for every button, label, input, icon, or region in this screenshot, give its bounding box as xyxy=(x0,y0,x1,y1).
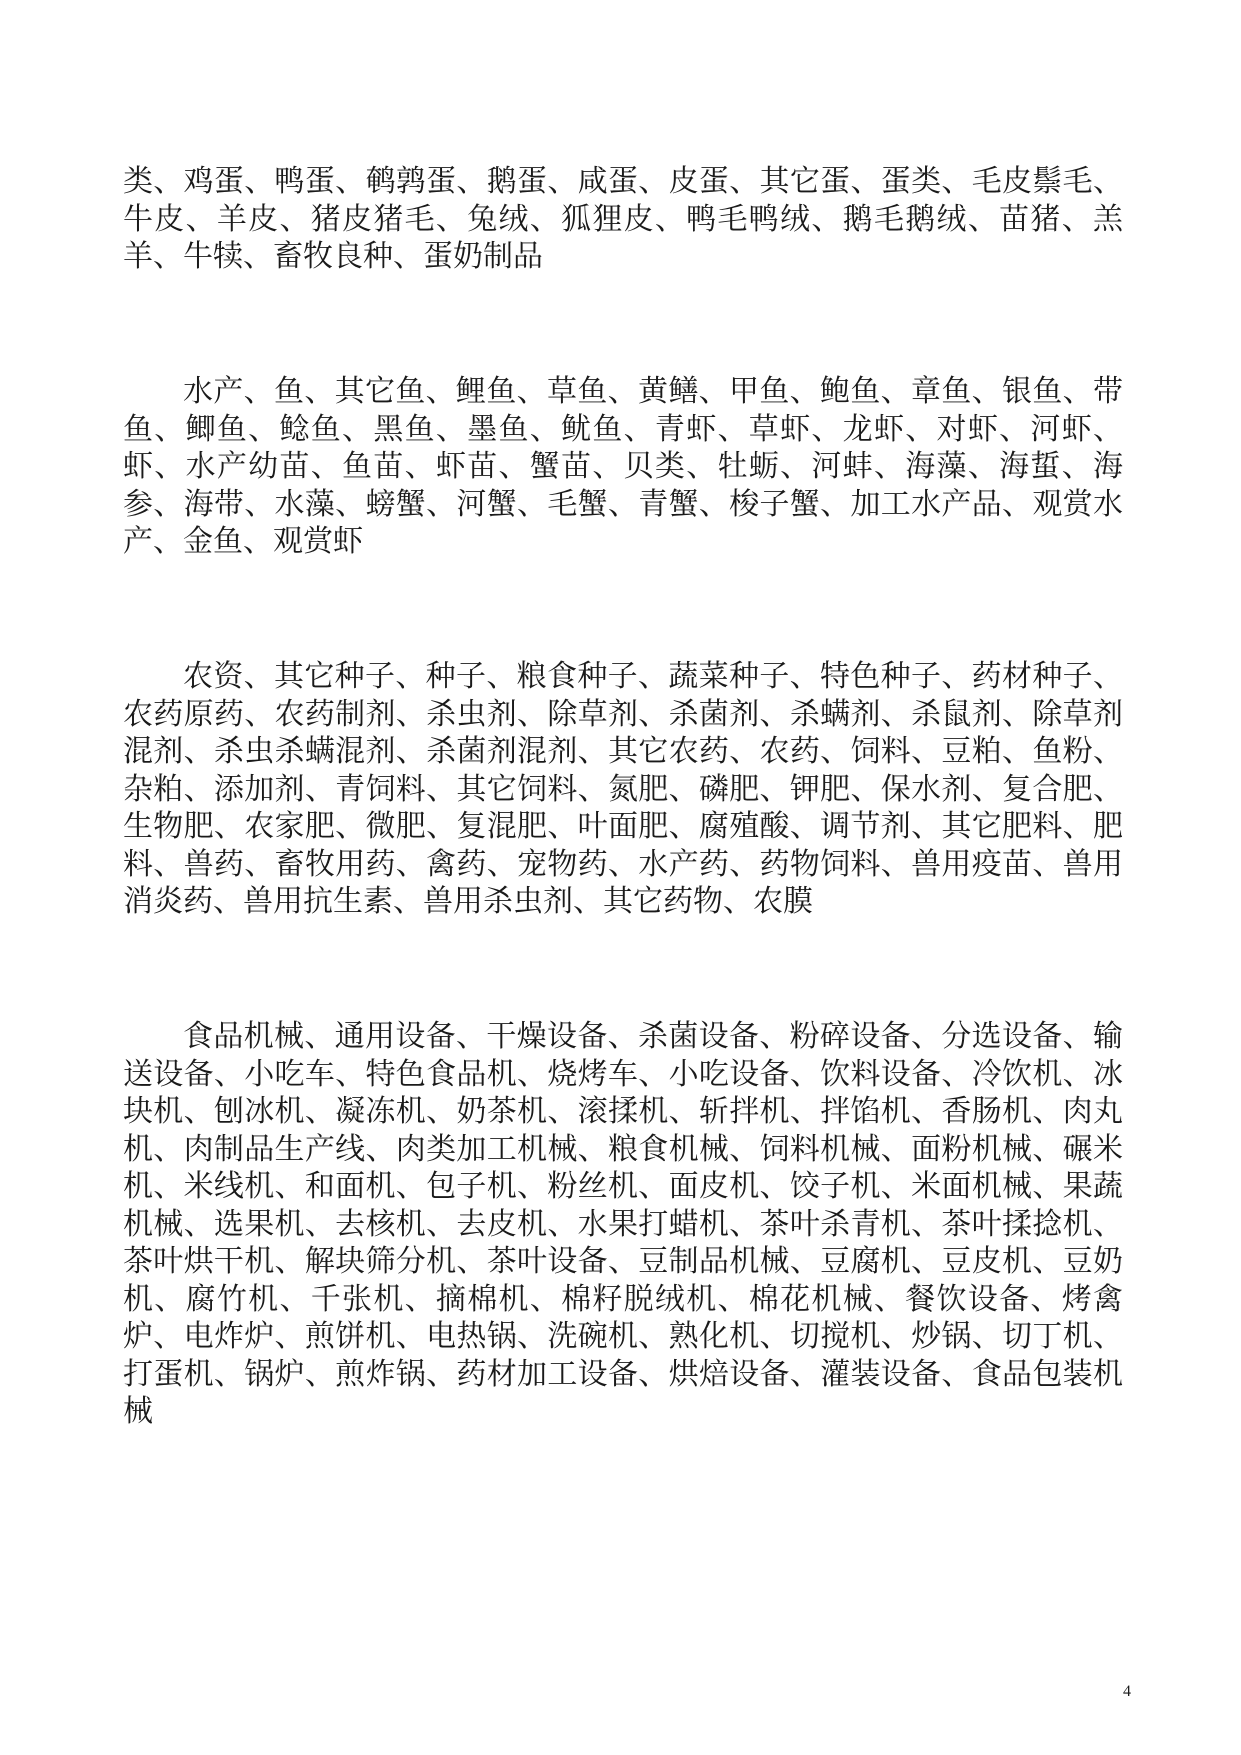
page-number: 4 xyxy=(1123,1683,1131,1700)
paragraph-aquatic-products: 水产、鱼、其它鱼、鲤鱼、草鱼、黄鳝、甲鱼、鲍鱼、章鱼、银鱼、带鱼、鲫鱼、鲶鱼、黑鱼、墨鱼、鱿鱼、青虾、草虾、龙虾、对虾、河虾、虾、水产幼苗、鱼苗、虾苗、蟹苗、贝类、牡蛎、河蚌、海藻、海蜇、海参、海带、水藻、螃蟹、河蟹、毛蟹、青蟹、梭子蟹、加工水产品、观赏水产、金鱼、观赏虾 xyxy=(123,374,1123,559)
paragraph-agricultural-supplies: 农资、其它种子、种子、粮食种子、蔬菜种子、特色种子、药材种子、农药原药、农药制剂、杀虫剂、除草剂、杀菌剂、杀螨剂、杀鼠剂、除草剂混剂、杀虫杀螨混剂、杀菌剂混剂、其它农药、农药、饲料、豆粕、鱼粉、杂粕、添加剂、青饲料、其它饲料、氮肥、磷肥、钾肥、保水剂、复合肥、生物肥、农家肥、微肥、复混肥、叶面肥、腐殖酸、调节剂、其它肥料、肥料、兽药、畜牧用药、禽药、宠物药、水产药、药物饲料、兽用疫苗、兽用消炎药、兽用抗生素、兽用杀虫剂、其它药物、农膜 xyxy=(123,659,1123,919)
paragraph-food-machinery: 食品机械、通用设备、干燥设备、杀菌设备、粉碎设备、分选设备、输送设备、小吃车、特色食品机、烧烤车、小吃设备、饮料设备、冷饮机、冰块机、刨冰机、凝冻机、奶茶机、滚揉机、斩拌机、拌馅机、香肠机、肉丸机、肉制品生产线、肉类加工机械、粮食机械、饲料机械、面粉机械、碾米机、米线机、和面机、包子机、粉丝机、面皮机、饺子机、米面机械、果蔬机械、选果机、去核机、去皮机、水果打蜡机、茶叶杀青机、茶叶揉捻机、茶叶烘干机、解块筛分机、茶叶设备、豆制品机械、豆腐机、豆皮机、豆奶机、腐竹机、千张机、摘棉机、棉籽脱绒机、棉花机械、餐饮设备、烤禽炉、电炸炉、煎饼机、电热锅、洗碗机、熟化机、切搅机、炒锅、切丁机、打蛋机、锅炉、煎炸锅、药材加工设备、烘焙设备、灌装设备、食品包装机械 xyxy=(123,1019,1123,1429)
paragraph-livestock-continued: 类、鸡蛋、鸭蛋、鹌鹑蛋、鹅蛋、咸蛋、皮蛋、其它蛋、蛋类、毛皮鬃毛、牛皮、羊皮、猪皮猪毛、兔绒、狐狸皮、鸭毛鸭绒、鹅毛鹅绒、苗猪、羔羊、牛犊、畜牧良种、蛋奶制品 xyxy=(123,164,1123,274)
